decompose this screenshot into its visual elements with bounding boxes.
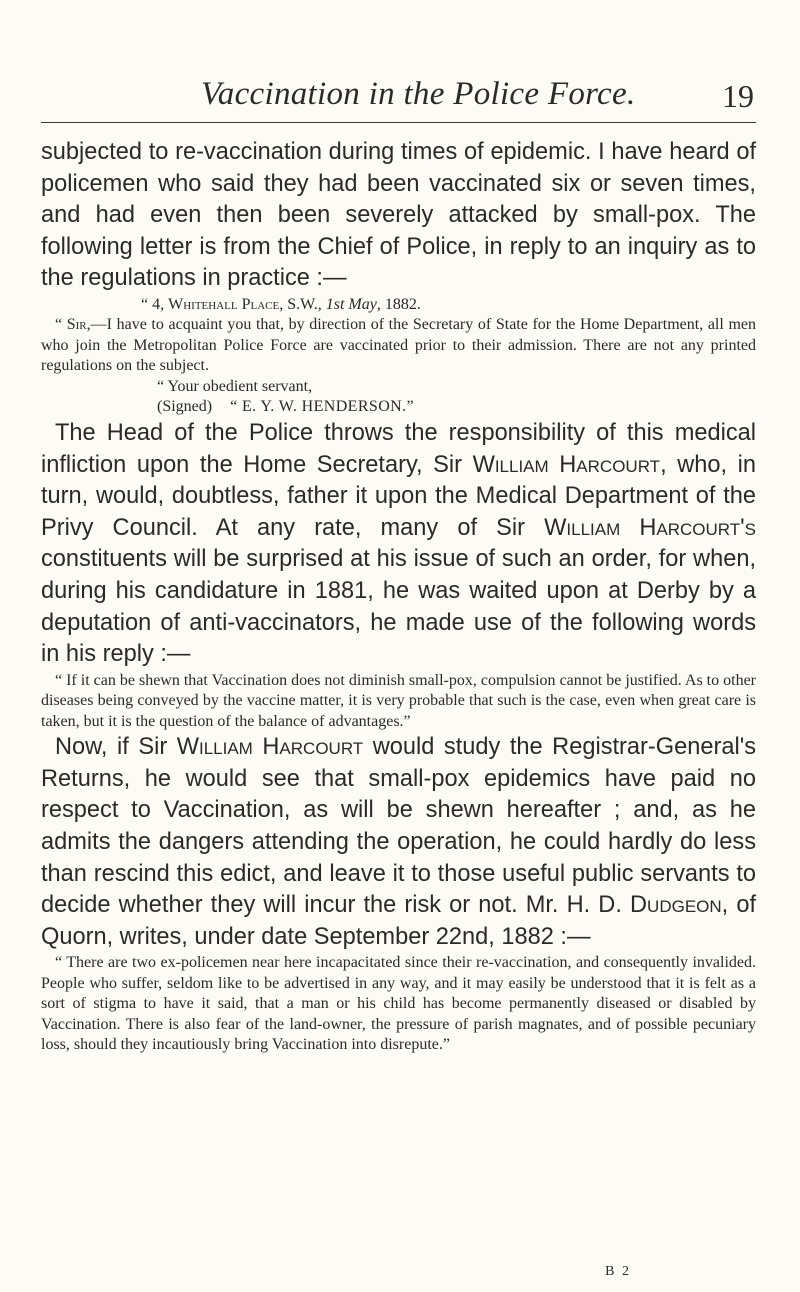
letter-dateline	[41, 295, 756, 316]
letter-block	[41, 295, 756, 418]
paragraph-2-text-a: The Head of the Police throws the responsibility of this medical infliction upon the Home Secretary, Sir	[41, 419, 756, 478]
paragraph-1: subjected to re-vaccination during times of epidemic. I have heard of policemen who said they had been vaccinated six or seven times, and had even then been severely attacked by small-pox. The following letter is from the Chief of Police, in reply to an inquiry as to the regulations in practice :—	[41, 139, 756, 292]
salutation-quote: “	[55, 316, 67, 334]
name-dudgeon: Dudgeon	[630, 892, 722, 919]
name-william-harcourt-2: William Harcourt	[176, 734, 364, 761]
letter-closing: “ Your obedient servant,	[157, 377, 313, 395]
paragraph-2-text-c: constituents will be surprised at his issue of such an order, for when, during his candidature in 1881, he was waited upon at Derby by a deputation of anti-vaccinators, he made use of the following words in his reply :—	[41, 546, 756, 668]
paragraph-2	[41, 418, 756, 671]
signer-name: “ E. Y. W. HENDERSON.”	[230, 398, 415, 416]
name-william-harcourts: William Harcourt's	[544, 514, 757, 541]
paragraph-3-text-a: Now, if Sir	[55, 734, 177, 761]
letter-body	[41, 315, 756, 377]
name-william-harcourt: William Harcourt	[472, 451, 661, 478]
letter-salutation: Sir	[66, 316, 87, 334]
paragraph-3	[41, 732, 756, 953]
letter-text: ,—I have to acquaint you that, by direction of the Secretary of State for the Home Department, all men who join the Metropolitan Police Force are vaccinated prior to their admission. There are not any printed regulations on the subject.	[41, 316, 756, 375]
dateline-place: Whitehall Place	[168, 295, 280, 313]
book-page	[41, 76, 756, 1056]
paragraph-3-text-c: , of Quorn, writes, under date September 22nd, 1882 :—	[41, 892, 756, 950]
quote-harcourt: “ If it can be shewn that Vaccination does not diminish small-pox, compulsion cannot be justified. As to other diseases being conveyed by the vaccine matter, it is very probable that such is the case, even when great care is taken, but it is the question of the balance of advantages.”	[41, 671, 756, 730]
page-number: 19	[722, 78, 754, 114]
signed-label: (Signed)	[157, 398, 213, 416]
paragraph-2-text-b: , who, in turn, would, doubtless, father it upon the Medical Department of the Privy Council. At any rate, many of Sir	[41, 451, 756, 541]
paragraph-3-text-b: would study the Registrar-General's Returns, he would see that small-pox epidemics have paid no respect to Vaccination, as will be shewn hereafter ; and, as he admits the dangers attending the operation, he could hardly do less than rescind this edict, and leave it to those useful public servants to decide whether they will incur the risk or not. Mr. H. D.	[41, 734, 756, 919]
signature-mark: B 2	[605, 1264, 631, 1279]
dateline-date: 1st May	[325, 295, 377, 313]
page-header	[41, 76, 756, 123]
footer	[0, 1260, 715, 1280]
dateline-district: , S.W.,	[279, 295, 326, 313]
running-head: Vaccination in the Police Force.	[201, 76, 636, 112]
quote-dudgeon: “ There are two ex-policemen near here incapacitated since their re-vaccination, and consequently invalided. People who suffer, seldom like to be advertised in any way, and it may easily be understood that it is felt as a sort of stigma to have it said, that a man or his child has become permanently diseased or disabled by Vaccination. There is also fear of the land-owner, the pressure of parish magnates, and of possible pecuniary loss, should they incautiously bring Vaccination into disrepute.”	[41, 954, 756, 1054]
dateline-year: , 1882.	[376, 295, 421, 313]
letter-signature	[41, 397, 756, 418]
dateline-prefix: “ 4,	[141, 295, 169, 313]
